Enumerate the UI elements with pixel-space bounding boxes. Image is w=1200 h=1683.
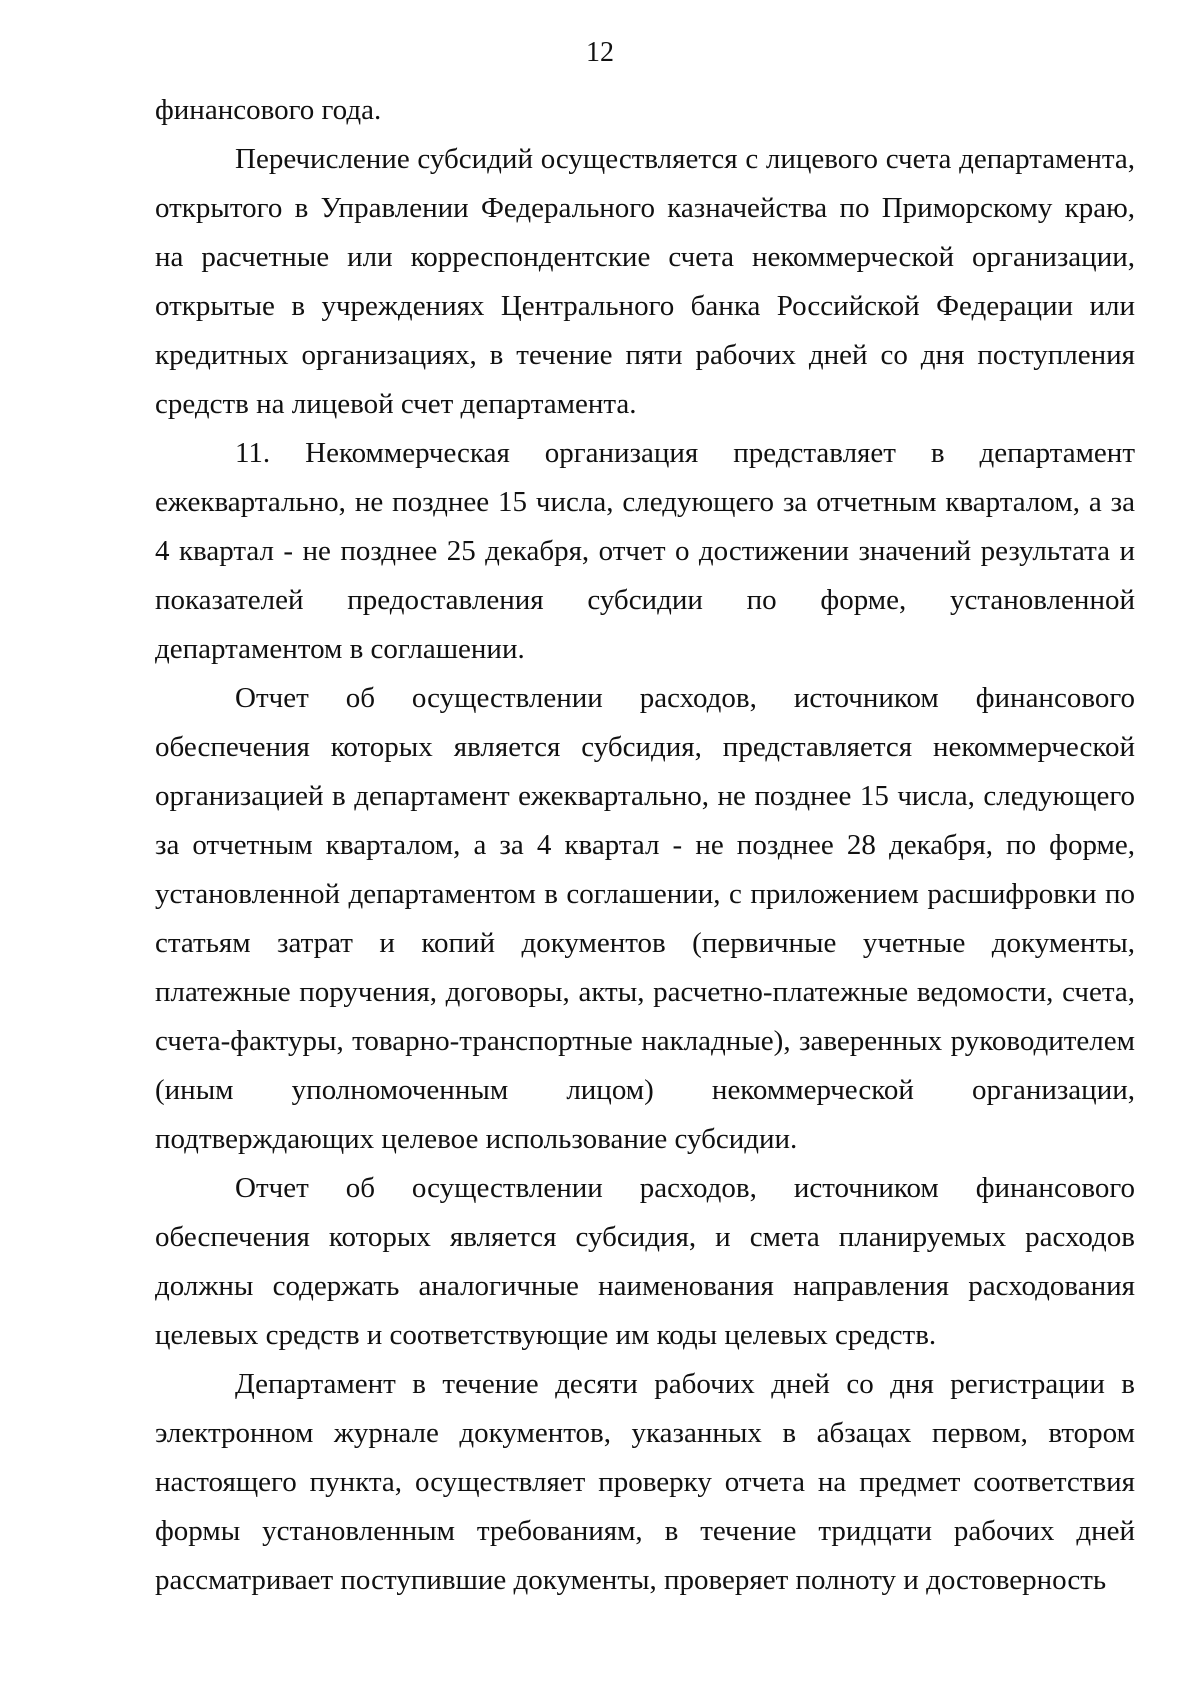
paragraph-item-11: 11. Некоммерческая организация представляет в департамент ежеквартально, не позднее 15 числа, следующего за отчетным кварталом, а за 4 квартал - не позднее 25 декабря, отчет о достижении значений результата и показателей предоставления субсидии по форме, установленной департаментом в соглашении. (155, 437, 1135, 665)
page-number: 12 (586, 37, 614, 68)
paragraph-expense-report: Отчет об осуществлении расходов, источником финансового обеспечения которых является субсидия, представляется некоммерческой организацией в департамент ежеквартально, не позднее 15 числа, следующего за отчетным кварталом, а за 4 квартал - не позднее 28 декабря, по форме, установленной департаментом в соглашении, с приложением расшифровки по статьям затрат и копий документов (первичные учетные документы, платежные поручения, договоры, акты, расчетно-платежные ведомости, счета, счета-фактуры, товарно-транспортные накладные), заверенных руководителем (иным уполномоченным лицом) некоммерческой организации, подтверждающих целевое использование субсидии. (155, 682, 1135, 1155)
paragraph-subsidy-transfer: Перечисление субсидий осуществляется с лицевого счета департамента, открытого в Управлении Федерального казначейства по Приморскому краю, на расчетные или корреспондентские счета некоммерческой организации, открытые в учреждениях Центрального банка Российской Федерации или кредитных организациях, в течение пяти рабочих дней со дня поступления средств на лицевой счет департамента. (155, 143, 1135, 420)
paragraph-expense-report-content: Отчет об осуществлении расходов, источником финансового обеспечения которых является субсидия, и смета планируемых расходов должны содержать аналогичные наименования направления расходования целевых средств и соответствующие им коды целевых средств. (155, 1172, 1135, 1351)
paragraph-continuation: финансового года. (155, 94, 382, 126)
paragraph-department-review: Департамент в течение десяти рабочих дней со дня регистрации в электронном журнале документов, указанных в абзацах первом, втором настоящего пункта, осуществляет проверку отчета на предмет соответствия формы установленным требованиям, в течение тридцати рабочих дней рассматривает поступившие документы, проверяет полноту и достоверность (155, 1368, 1135, 1596)
document-body (155, 86, 1135, 1605)
